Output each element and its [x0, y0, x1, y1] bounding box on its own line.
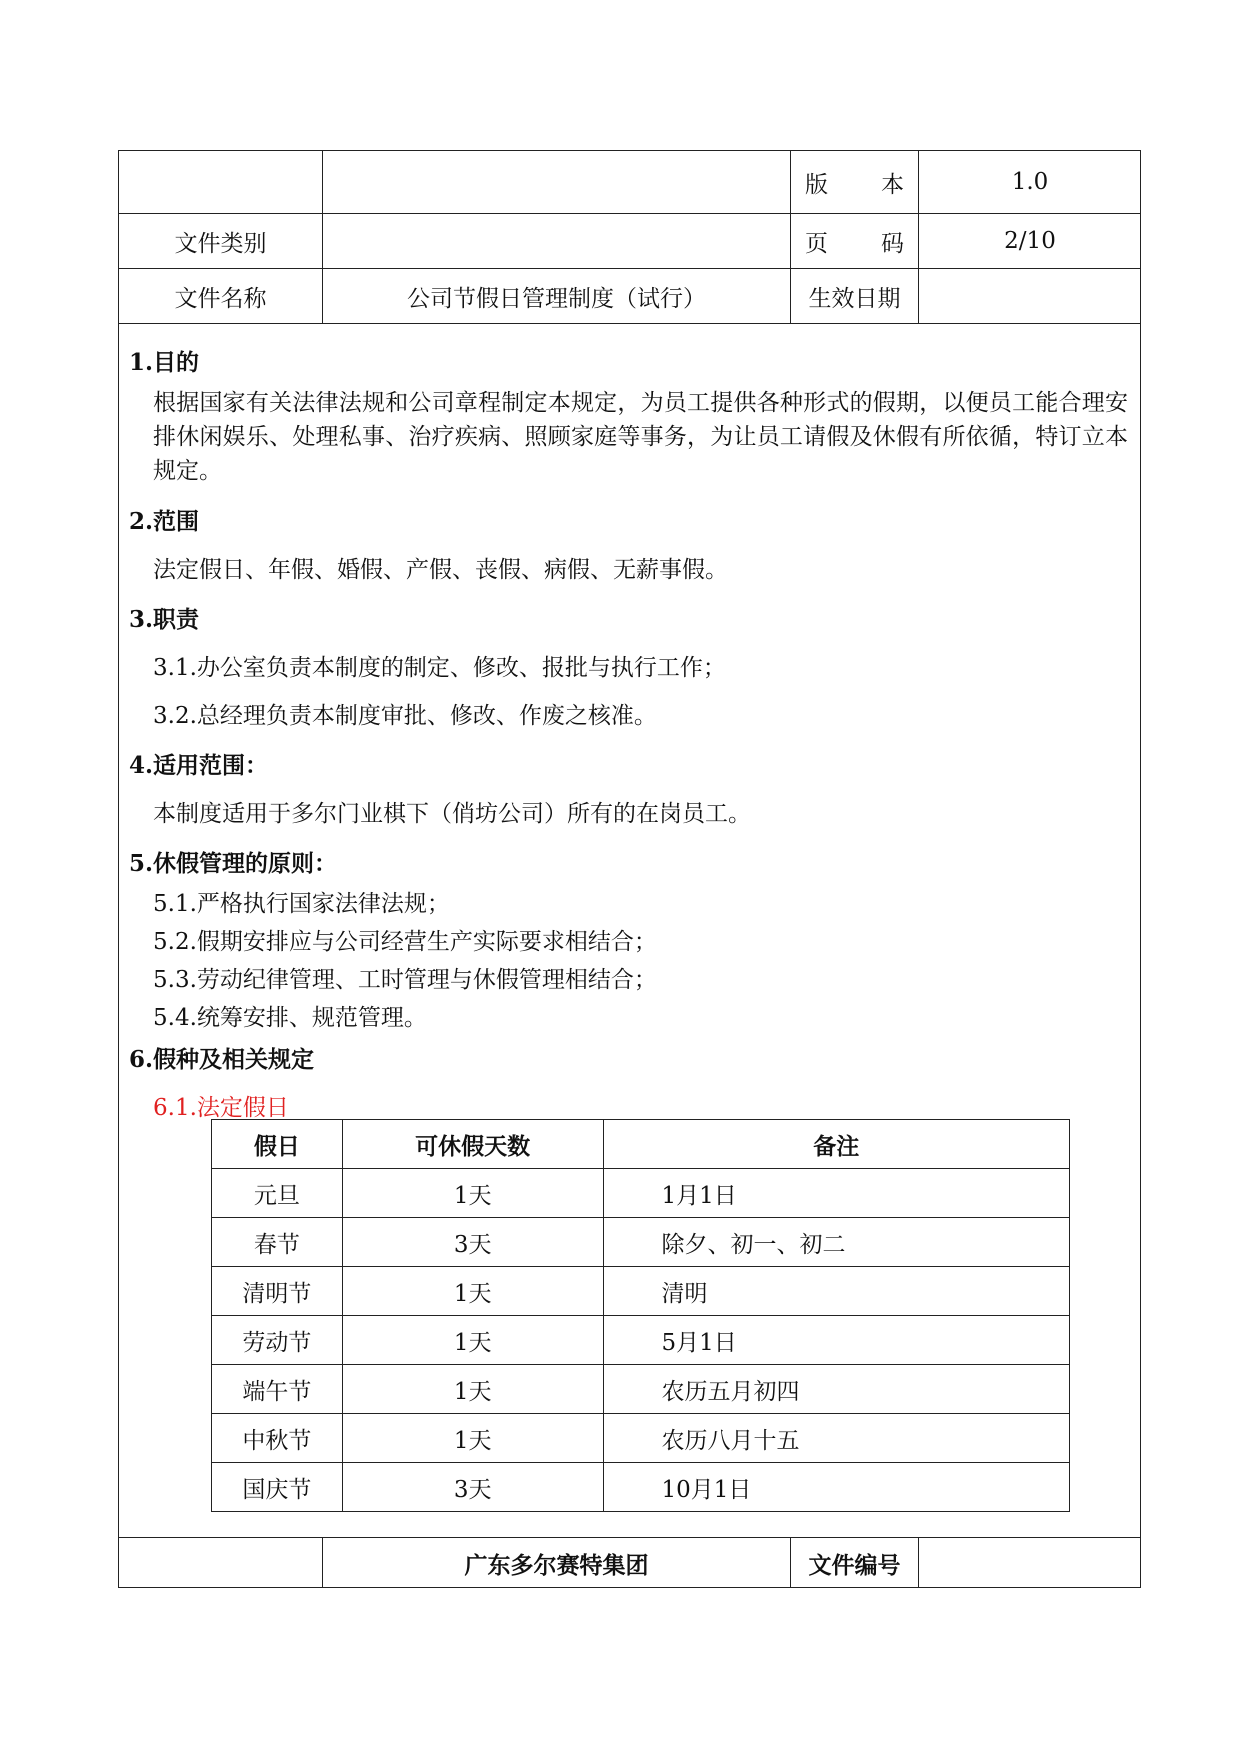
table-row — [212, 1218, 1070, 1267]
section-title: 2.范围 — [129, 508, 200, 535]
section-title: 3.职责 — [129, 606, 200, 633]
document-name: 公司节假日管理制度（试行） — [407, 285, 706, 312]
list-item: 5.1.严格执行国家法律法规； — [153, 891, 450, 917]
list-item: 3.1.办公室负责本制度的制定、修改、报批与执行工作； — [153, 655, 726, 681]
table-row — [212, 1414, 1070, 1463]
doc-number-label: 文件编号 — [808, 1551, 901, 1579]
holiday-name: 清明节 — [212, 1267, 343, 1316]
holiday-name: 春节 — [212, 1218, 343, 1267]
column-header: 假日 — [212, 1120, 343, 1169]
document-frame — [118, 150, 1141, 1588]
list-item: 5.3.劳动纪律管理、工时管理与休假管理相结合； — [153, 967, 657, 993]
effective-date-label: 生效日期 — [808, 285, 901, 312]
holiday-note: 5月1日 — [603, 1316, 1070, 1365]
table-row — [212, 1365, 1070, 1414]
holiday-note: 1月1日 — [603, 1169, 1070, 1218]
footer-col-divider — [918, 1537, 919, 1587]
table-row — [212, 1316, 1070, 1365]
section-body: 本制度适用于多尔门业棋下（俏坊公司）所有的在岗员工。 — [153, 801, 751, 827]
table-row — [212, 1463, 1070, 1512]
holiday-days: 3天 — [342, 1218, 603, 1267]
holiday-days: 1天 — [342, 1267, 603, 1316]
section-body: 根据国家有关法律法规和公司章程制定本规定，为员工提供各种形式的假期，以便员工能合理安排休闲娱乐、处理私事、治疗疾病、照顾家庭等事务，为让员工请假及休假有所依循，特订立本规定。 — [153, 390, 1128, 484]
holiday-days: 1天 — [342, 1169, 603, 1218]
section-title: 6.假种及相关规定 — [129, 1046, 315, 1073]
page-label: 页 码 — [805, 230, 904, 257]
holiday-name: 劳动节 — [212, 1316, 343, 1365]
list-item: 5.2.假期安排应与公司经营生产实际要求相结合； — [153, 929, 657, 955]
holiday-name: 端午节 — [212, 1365, 343, 1414]
holiday-note: 清明 — [603, 1267, 1070, 1316]
table-row — [212, 1169, 1070, 1218]
section-title: 4.适用范围： — [129, 752, 269, 779]
holiday-days: 3天 — [342, 1463, 603, 1512]
holiday-note: 10月1日 — [603, 1463, 1070, 1512]
holiday-note: 农历八月十五 — [603, 1414, 1070, 1463]
holiday-days: 1天 — [342, 1414, 603, 1463]
holiday-name: 国庆节 — [212, 1463, 343, 1512]
table-header-row — [212, 1120, 1070, 1169]
page-value: 2/10 — [1004, 228, 1056, 254]
holiday-note: 农历五月初四 — [603, 1365, 1070, 1414]
section-title: 1.目的 — [129, 349, 200, 376]
column-header: 备注 — [603, 1120, 1070, 1169]
table-row — [212, 1267, 1070, 1316]
header-divider — [119, 323, 1140, 324]
name-label: 文件名称 — [174, 285, 267, 312]
section-title: 5.休假管理的原则： — [129, 850, 338, 877]
category-label: 文件类别 — [174, 230, 267, 257]
list-item: 5.4.统筹安排、规范管理。 — [153, 1005, 427, 1031]
column-header: 可休假天数 — [342, 1120, 603, 1169]
holiday-name: 中秋节 — [212, 1414, 343, 1463]
holiday-note: 除夕、初一、初二 — [603, 1218, 1070, 1267]
holiday-days: 1天 — [342, 1365, 603, 1414]
version-value: 1.0 — [1011, 169, 1049, 195]
holiday-table — [211, 1119, 1070, 1512]
subsection-title: 6.1.法定假日 — [153, 1095, 289, 1121]
company-name: 广东多尔赛特集团 — [464, 1551, 649, 1579]
list-item: 3.2.总经理负责本制度审批、修改、作废之核准。 — [153, 703, 657, 729]
holiday-name: 元旦 — [212, 1169, 343, 1218]
version-label: 版 本 — [805, 171, 904, 198]
holiday-days: 1天 — [342, 1316, 603, 1365]
section-body: 法定假日、年假、婚假、产假、丧假、病假、无薪事假。 — [153, 557, 728, 583]
